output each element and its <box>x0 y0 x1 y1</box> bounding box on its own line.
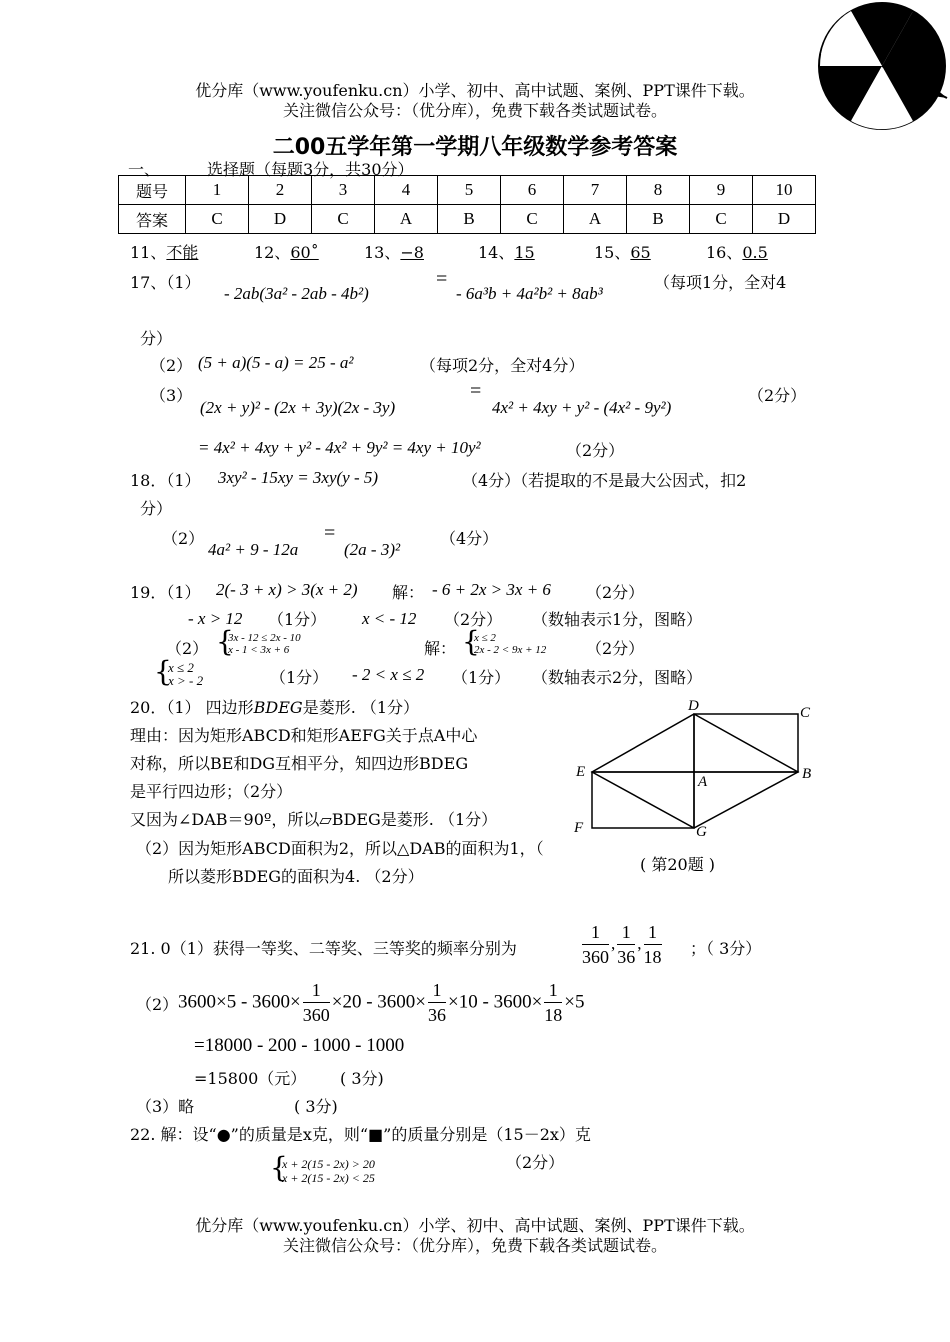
table-cell: 7 <box>564 176 627 205</box>
q19-number: 19．（1） <box>130 583 201 602</box>
item-answer: 60˚ <box>290 243 319 262</box>
label-f: F <box>574 820 584 836</box>
q17-expr-3-left: (2x + y)² - (2x + 3y)(2x - 3y) <box>200 398 396 417</box>
item-number: 12、 <box>254 243 291 262</box>
text: BDEG <box>253 698 303 717</box>
numerator: 1 <box>428 978 446 1003</box>
fill-item-11 <box>130 240 198 263</box>
table-row <box>119 176 816 205</box>
q21-expr-2 <box>178 978 585 1027</box>
table-cell: 答案 <box>119 205 186 234</box>
brace-icon: { <box>216 625 234 658</box>
table-cell: 6 <box>501 176 564 205</box>
fill-item-16 <box>706 240 768 263</box>
q19-part-2: （2） <box>166 639 209 658</box>
numerator: 1 <box>617 920 635 945</box>
q19-expr-3: - 2 < x ≤ 2 <box>352 665 425 684</box>
q18-expr-2-right: (2a - 3)² <box>344 540 401 559</box>
q19-score-1: （2分） <box>586 583 645 602</box>
table-cell: 2 <box>249 176 312 205</box>
q19-solution-label: 解： <box>392 583 425 602</box>
q17-note-3: （2分） <box>748 386 807 405</box>
header-line-2: 关注微信公众号：（优分库），免费下载各类试题试卷。 <box>282 101 667 120</box>
denominator: 360 <box>582 947 609 967</box>
q20-line-6: （2）因为矩形ABCD面积为2，所以△DAB的面积为1，（ <box>136 839 544 858</box>
q19-expr-1b: - 6 + 2x > 3x + 6 <box>432 580 551 599</box>
system-line: x - 1 < 3x + 6 <box>228 644 290 656</box>
item-number: 11、 <box>130 243 167 262</box>
numerator: 1 <box>582 920 609 945</box>
page-title: 二00五学年第一学期八年级数学参考答案 <box>272 135 678 160</box>
q18-note-1b: 分） <box>140 499 173 518</box>
table-cell: 10 <box>753 176 816 205</box>
fill-item-13 <box>364 240 424 263</box>
denominator: 36 <box>428 1005 447 1025</box>
item-answer: −8 <box>400 243 424 262</box>
q20-line-4: 是平行四边形；（2分） <box>130 782 293 801</box>
table-cell: D <box>249 205 312 234</box>
fraction <box>428 978 446 1027</box>
label-d: D <box>688 698 699 714</box>
q22-line-1: 22. 解：设“●”的质量是x克，则“■”的质量分别是（15－2x）克 <box>130 1125 591 1144</box>
equals-sign: = <box>470 380 482 402</box>
expr-part: 3600×5 - 3600× <box>178 991 301 1013</box>
q17-note-1: （每项1分，全对4 <box>654 273 787 292</box>
q17-expr-1-right: - 6a³b + 4a²b² + 8ab³ <box>456 284 603 303</box>
fraction <box>544 978 562 1027</box>
table-cell: B <box>438 205 501 234</box>
q20-line-2: 理由：因为矩形ABCD和矩形AEFG关于点A中心 <box>130 726 478 745</box>
label-g: G <box>696 824 707 840</box>
fraction <box>617 920 635 969</box>
brace-icon: { <box>270 1151 288 1184</box>
item-answer: 65 <box>630 243 651 262</box>
fraction <box>303 978 330 1027</box>
q18-number: 18．（1） <box>130 471 201 490</box>
section-label: 选择题（每题3分，共30分） <box>207 160 414 179</box>
q19-score-8: （数轴表示2分，图略） <box>532 668 703 687</box>
q17-part-3: （3） <box>150 386 193 405</box>
q19-score-6: （1分） <box>270 668 329 687</box>
fraction <box>644 920 662 969</box>
table-cell: C <box>312 205 375 234</box>
text: 20．（1） 四边形 <box>130 698 254 717</box>
q19-score-3: （2分） <box>444 610 503 629</box>
table-cell: B <box>627 205 690 234</box>
system-line: x + 2(15 - 2x) > 20 <box>282 1157 375 1171</box>
q21-score-4: ( 3分) <box>340 1069 384 1088</box>
numerator: 1 <box>544 978 562 1003</box>
table-cell: 题号 <box>119 176 186 205</box>
table-cell: D <box>753 205 816 234</box>
fill-item-15 <box>594 240 651 263</box>
item-number: 15、 <box>594 243 631 262</box>
table-cell: A <box>564 205 627 234</box>
table-cell: 9 <box>690 176 753 205</box>
denominator: 360 <box>302 1005 330 1025</box>
q21-score-1: ；（ 3分） <box>690 939 762 958</box>
q17-number: 17、（1） <box>130 273 201 292</box>
brace-icon: { <box>462 625 480 658</box>
table-cell: C <box>186 205 249 234</box>
table-row <box>119 205 816 234</box>
q21-expr-4: =15800（元） <box>194 1069 307 1088</box>
fraction <box>582 920 609 969</box>
equals-sign: = <box>324 522 336 544</box>
table-cell: C <box>690 205 753 234</box>
item-number: 14、 <box>478 243 515 262</box>
denominator: 36 <box>617 947 636 967</box>
fill-item-14 <box>478 240 535 263</box>
fill-item-12 <box>254 240 319 263</box>
section-number: 一、 <box>128 160 161 179</box>
expr-part: ×20 - 3600× <box>331 991 427 1013</box>
q18-expr-1: 3xy² - 15xy = 3xy(y - 5) <box>218 468 379 487</box>
system-line: x > - 2 <box>168 673 204 688</box>
text: 是菱形. （1分） <box>302 698 420 717</box>
figure-caption: ( 第20题 ) <box>640 855 716 874</box>
q17-expr-2: (5 + a)(5 - a) = 25 - a² <box>198 353 354 372</box>
footer-line-1: 优分库（www.youfenku.cn）小学、初中、高中试题、案例、PPT课件下载。 <box>195 1216 755 1235</box>
system-line: x ≤ 2 <box>168 660 194 675</box>
q20-line-7: 所以菱形BDEG的面积为4. （2分） <box>168 867 424 886</box>
q19-solution-label-2: 解： <box>424 639 457 658</box>
table-cell: 5 <box>438 176 501 205</box>
label-e: E <box>576 764 586 780</box>
q18-note-2: （4分） <box>440 529 499 548</box>
label-c: C <box>800 705 811 721</box>
q18-note-1: （4分）（若提取的不是最大公因式，扣2 <box>462 471 747 490</box>
q17-expr-1-left: - 2ab(3a² - 2ab - 4b²) <box>224 284 369 303</box>
item-answer: 不能 <box>166 243 199 262</box>
numerator: 1 <box>303 978 330 1003</box>
comma: , <box>637 934 642 953</box>
q19-score-2: （1分） <box>268 610 327 629</box>
q17-part-2: （2） <box>150 356 193 375</box>
q21-expr-3: =18000 - 200 - 1000 - 1000 <box>194 1035 405 1056</box>
label-b: B <box>802 766 812 782</box>
denominator: 18 <box>544 1005 563 1025</box>
q19-score-7: （1分） <box>452 668 511 687</box>
table-cell: A <box>375 205 438 234</box>
q18-expr-2-left: 4a² + 9 - 12a <box>208 540 299 559</box>
expr-part: ×5 <box>564 991 585 1013</box>
item-number: 13、 <box>364 243 401 262</box>
table-cell: C <box>501 205 564 234</box>
system-line: 2x - 2 < 9x + 12 <box>474 644 547 656</box>
table-cell: 3 <box>312 176 375 205</box>
expr-part: ×10 - 3600× <box>448 991 543 1013</box>
q21-part-2: （2） <box>136 995 179 1014</box>
system-line: 3x - 12 ≤ 2x - 10 <box>228 632 301 644</box>
q20-line-1 <box>130 695 419 718</box>
equals-sign: = <box>436 268 448 290</box>
numerator: 1 <box>644 920 662 945</box>
system-line: x + 2(15 - 2x) < 25 <box>282 1171 375 1185</box>
q21-line-1: 21. 0（1）获得一等奖、二等奖、三等奖的频率分别为 <box>130 939 517 958</box>
comma: , <box>611 934 616 953</box>
q21-fractions <box>580 920 664 969</box>
q19-expr-2b: x < - 12 <box>362 609 417 628</box>
q20-line-3: 对称，所以BE和DG互相平分，知四边形BDEG <box>130 754 469 773</box>
table-cell: 1 <box>186 176 249 205</box>
label-a: A <box>698 774 708 790</box>
answer-table <box>118 175 816 234</box>
q19-expr-2a: - x > 12 <box>188 609 243 628</box>
table-cell: 4 <box>375 176 438 205</box>
q17-note-1b: 分） <box>140 329 173 348</box>
item-number: 16、 <box>706 243 743 262</box>
q19-score-5: （2分） <box>586 639 645 658</box>
q19-score-4: （数轴表示1分，图略） <box>532 610 703 629</box>
footer-line-2: 关注微信公众号：（优分库），免费下载各类试题试卷。 <box>282 1236 667 1255</box>
q21-score-5: ( 3分) <box>294 1097 338 1116</box>
q17-note-2: （每项2分，全对4分） <box>420 356 585 375</box>
item-answer: 0.5 <box>742 243 768 262</box>
system-line: x ≤ 2 <box>474 632 496 644</box>
brace-icon: { <box>154 655 172 688</box>
q17-note-4: （2分） <box>566 441 625 460</box>
q20-line-5: 又因为∠DAB＝90º，所以▱BDEG是菱形. （1分） <box>130 810 498 829</box>
q17-expr-4: = 4x² + 4xy + y² - 4x² + 9y² = 4xy + 10y² <box>198 438 481 457</box>
q22-score-1: （2分） <box>506 1153 565 1172</box>
denominator: 18 <box>643 947 662 967</box>
q21-part-3: （3）略 <box>136 1097 195 1116</box>
q17-expr-3-right: 4x² + 4xy + y² - (4x² - 9y²) <box>492 398 672 417</box>
table-cell: 8 <box>627 176 690 205</box>
rhombus-figure <box>572 696 822 846</box>
item-answer: 15 <box>514 243 535 262</box>
q18-part-2: （2） <box>162 529 205 548</box>
q19-expr-1: 2(- 3 + x) > 3(x + 2) <box>216 580 358 599</box>
header-line-1: 优分库（www.youfenku.cn）小学、初中、高中试题、案例、PPT课件下载。 <box>195 81 755 100</box>
